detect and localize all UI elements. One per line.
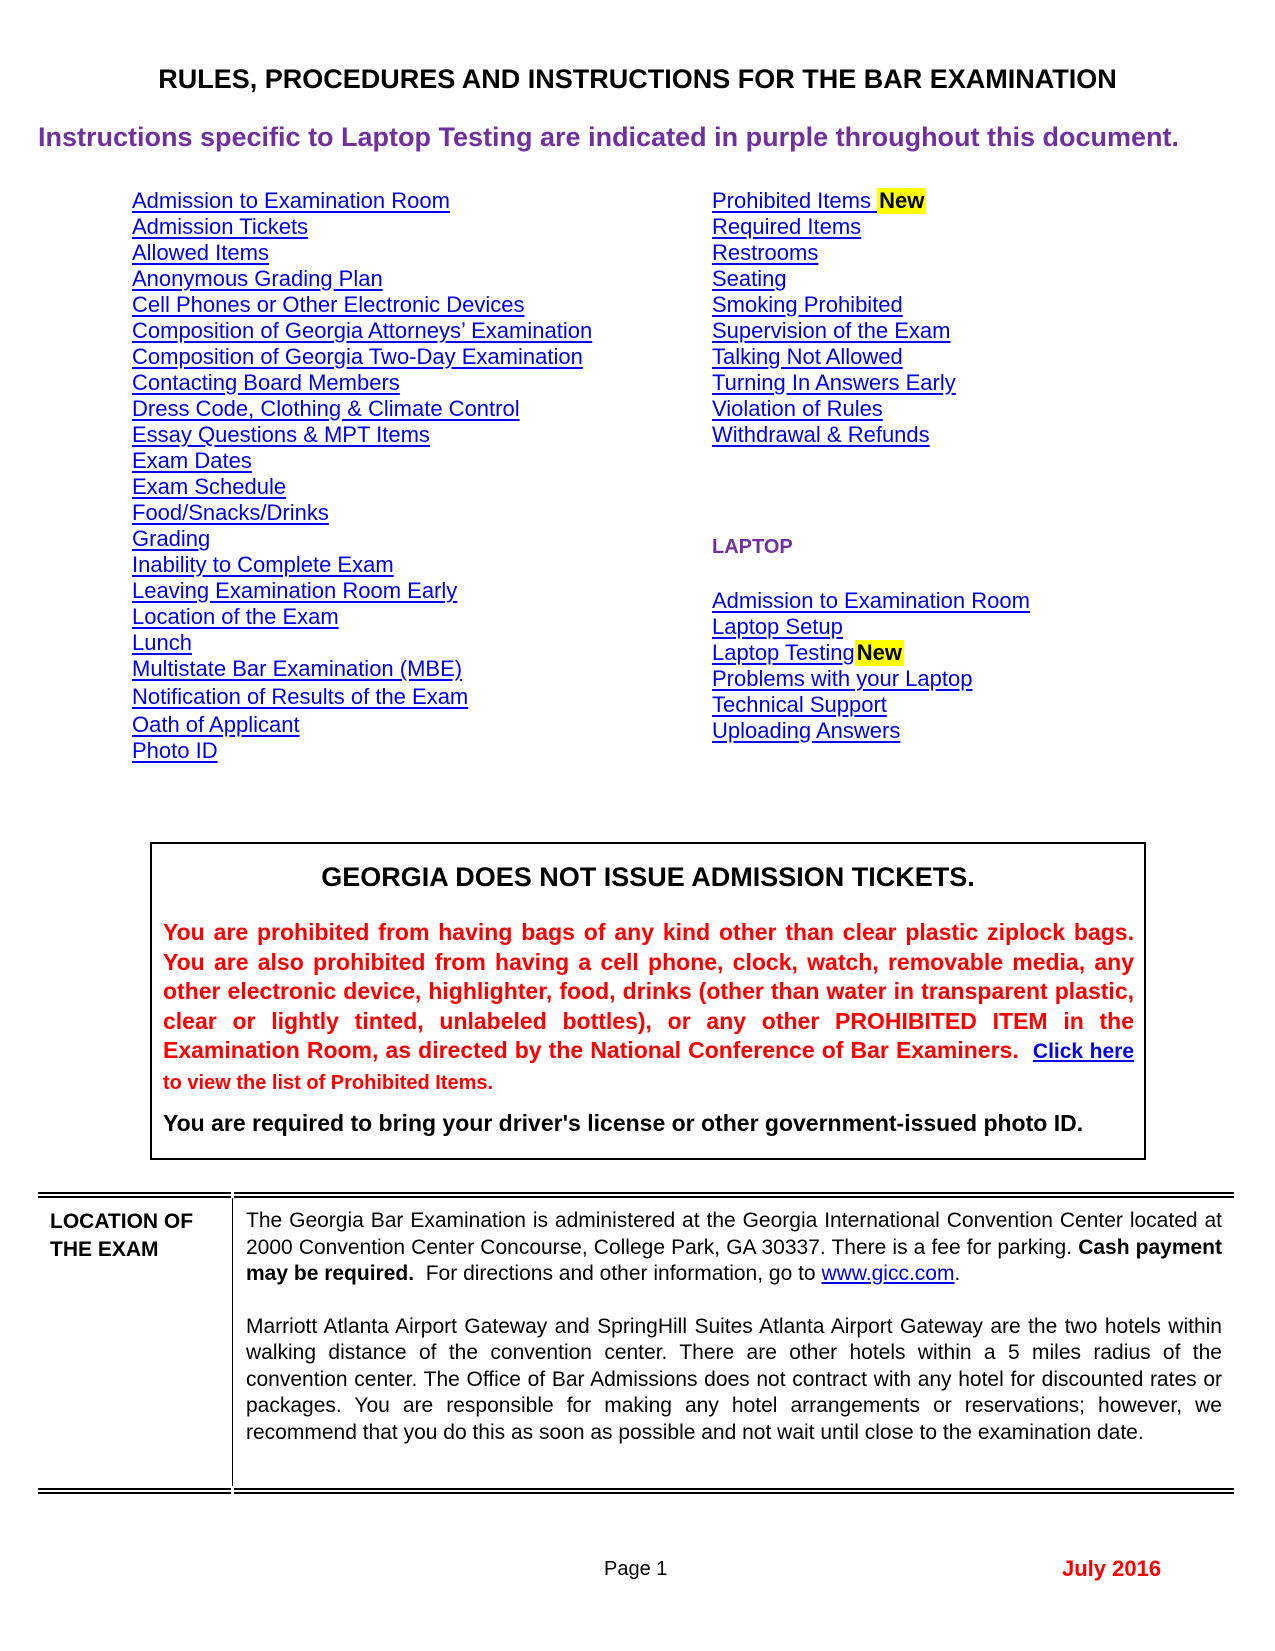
section-body-location	[246, 1208, 1222, 1472]
laptop-instructions-note: Instructions specific to Laptop Testing are indicated in purple throughout this document.	[38, 122, 1180, 152]
section-column-divider	[232, 1198, 233, 1488]
toc-link-supervision[interactable]: Supervision of the Exam	[712, 318, 951, 343]
prohibited-items-notice	[163, 918, 1134, 1098]
toc-link-leaving-room-early[interactable]: Leaving Examination Room Early	[132, 578, 458, 603]
toc-link-cell-phones[interactable]: Cell Phones or Other Electronic Devices	[132, 292, 525, 317]
toc-link-laptop-admission[interactable]: Admission to Examination Room	[712, 588, 1030, 613]
toc-link-dress-code[interactable]: Dress Code, Clothing & Climate Control	[132, 396, 520, 421]
toc-link-laptop-setup[interactable]: Laptop Setup	[712, 614, 843, 639]
toc-link-smoking-prohibited[interactable]: Smoking Prohibited	[712, 292, 903, 317]
new-badge: New	[856, 640, 902, 665]
toc-link-restrooms[interactable]: Restrooms	[712, 240, 819, 265]
prohibited-items-link[interactable]: Click here	[1032, 1040, 1135, 1063]
toc-link-laptop-testing[interactable]	[712, 640, 904, 666]
toc-link-label: Prohibited Items	[712, 188, 871, 213]
section-label-location: LOCATION OF THE EXAM	[50, 1210, 194, 1261]
rule-gap	[231, 1190, 234, 1198]
toc-link-exam-schedule[interactable]: Exam Schedule	[132, 474, 287, 499]
toc-link-uploading-answers[interactable]: Uploading Answers	[712, 718, 901, 743]
notice-heading: GEORGIA DOES NOT ISSUE ADMISSION TICKETS.	[321, 862, 975, 892]
toc-link-turning-in-answers-early[interactable]: Turning In Answers Early	[712, 370, 956, 395]
prohibited-items-link-suffix: to view the list of Prohibited Items.	[163, 1071, 494, 1094]
location-text: The Georgia Bar Examination is administered at the Georgia International Convention Center located at 2000 Convention Center Concourse, College Park, GA 30337. There is a fee for parking.	[246, 1209, 1222, 1259]
toc-link-admission-tickets[interactable]: Admission Tickets	[132, 214, 309, 239]
toc-link-problems-with-laptop[interactable]: Problems with your Laptop	[712, 666, 973, 691]
document-title: RULES, PROCEDURES AND INSTRUCTIONS FOR THE BAR EXAMINATION	[158, 64, 1117, 94]
toc-link-anonymous-grading-plan[interactable]: Anonymous Grading Plan	[132, 266, 383, 291]
toc-link-grading[interactable]: Grading	[132, 526, 211, 551]
location-paragraph: The Georgia Bar Examination is administered at the Georgia International Convention Center located at 2000 Convention Center Concourse, College Park, GA 30337. There is a fee for parking. Cash payment may be required. For directions and other information, go to www.gicc.com.	[246, 1209, 1222, 1285]
toc-link-food-snacks-drinks[interactable]: Food/Snacks/Drinks	[132, 500, 329, 525]
toc-link-exam-dates[interactable]: Exam Dates	[132, 448, 252, 473]
cash-payment-note: Cash payment may be required.	[246, 1235, 1222, 1285]
toc-link-talking-not-allowed[interactable]: Talking Not Allowed	[712, 344, 903, 369]
section-top-rule	[38, 1192, 1234, 1198]
toc-link-withdrawal-refunds[interactable]: Withdrawal & Refunds	[712, 422, 930, 447]
toc-link-mbe[interactable]: Multistate Bar Examination (MBE)	[132, 656, 463, 681]
toc-link-contacting-board-members[interactable]: Contacting Board Members	[132, 370, 400, 395]
gicc-website-link[interactable]: www.gicc.com	[821, 1262, 955, 1285]
toc-link-seating[interactable]: Seating	[712, 266, 787, 291]
toc-link-prohibited-items[interactable]	[712, 188, 926, 214]
rule-gap	[231, 1486, 234, 1494]
hotels-paragraph: Marriott Atlanta Airport Gateway and SpringHill Suites Atlanta Airport Gateway are the two hotels within walking distance of the convention center. There are other hotels within a 5 miles radius of the convention center. The Office of Bar Admissions does not contract with any hotel for discounted rates or packages. You are responsible for making any hotel arrangements or reservations; however, we recommend that you do this as soon as possible and not wait until close to the examination date.	[246, 1314, 1222, 1444]
new-badge: New	[879, 188, 925, 213]
toc-link-technical-support[interactable]: Technical Support	[712, 692, 887, 717]
toc-link-allowed-items[interactable]: Allowed Items	[132, 240, 269, 265]
toc-link-composition-attorneys-exam[interactable]: Composition of Georgia Attorneys’ Examination	[132, 318, 593, 343]
laptop-section-heading: LAPTOP	[712, 536, 793, 558]
toc-link-essay-questions[interactable]: Essay Questions & MPT Items	[132, 422, 430, 447]
admission-notice-box	[150, 842, 1146, 1160]
document-date: July 2016	[1062, 1556, 1162, 1581]
toc-link-violation-of-rules[interactable]: Violation of Rules	[712, 396, 883, 421]
prohibited-items-text: You are prohibited from having bags of any kind other than clear plastic ziplock bags. You are also prohibited from having a cell phone, clock, watch, removable media, any other electronic device, highlighter, food, drinks (other than water in transparent plastic, clear or lightly tinted, unlabeled bottles), or any other PROHIBITED ITEM in the Examination Room, as directed by the National Conference of Bar Examiners.	[163, 919, 1134, 1063]
toc-link-photo-id[interactable]: Photo ID	[132, 738, 218, 763]
page-number: Page 1	[604, 1558, 668, 1580]
toc-link-notification-of-results[interactable]: Notification of Results of the Exam	[132, 684, 469, 709]
toc-link-inability-to-complete[interactable]: Inability to Complete Exam	[132, 552, 394, 577]
toc-link-composition-two-day-exam[interactable]: Composition of Georgia Two-Day Examination	[132, 344, 583, 369]
toc-link-required-items[interactable]: Required Items	[712, 214, 862, 239]
toc-link-oath-of-applicant[interactable]: Oath of Applicant	[132, 712, 300, 737]
toc-link-location-of-exam[interactable]: Location of the Exam	[132, 604, 339, 629]
section-bottom-rule	[38, 1488, 1234, 1494]
photo-id-requirement: You are required to bring your driver's license or other government-issued photo ID.	[163, 1110, 1084, 1136]
toc-link-admission-to-examination-room[interactable]: Admission to Examination Room	[132, 188, 450, 213]
toc-link-label: Laptop Testing	[712, 640, 855, 665]
toc-link-lunch[interactable]: Lunch	[132, 630, 192, 655]
directions-text: For directions and other information, go to	[425, 1262, 816, 1285]
